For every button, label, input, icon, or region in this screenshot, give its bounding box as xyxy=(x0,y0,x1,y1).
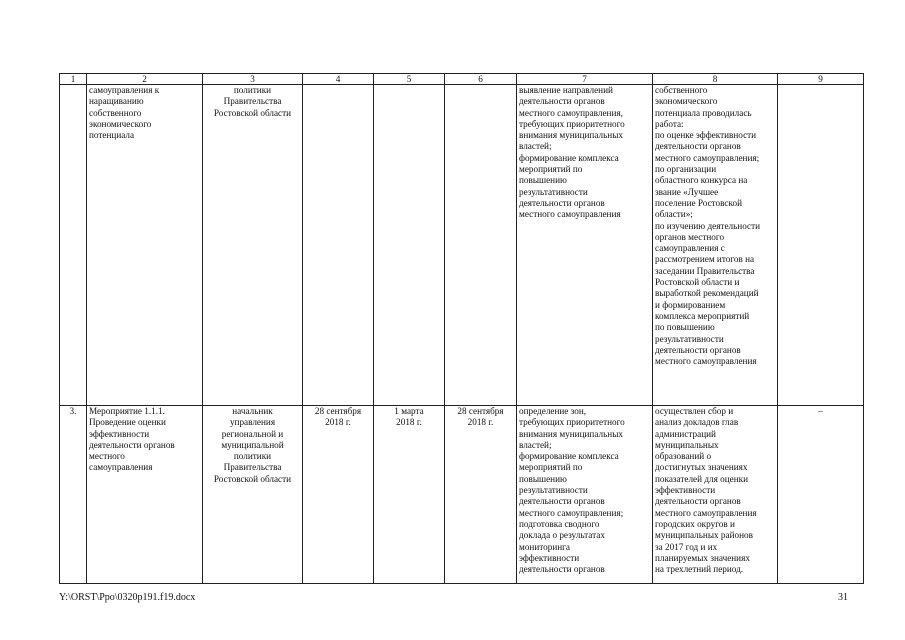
col-header-4: 4 xyxy=(303,74,374,85)
column-number-row xyxy=(60,74,864,85)
table-row xyxy=(60,85,864,406)
expected-result-cell: определение зон, требующих приоритетного внимания муниципальных властей; формирование комплекса мероприятий по повышению результативности деятельности органов местного самоуправления; подготовка сводного доклада о результатах мониторинга эффективности деятельности органов xyxy=(517,406,653,584)
col-header-7: 7 xyxy=(517,74,653,85)
measure-name-cell: самоуправления к наращиванию собственного экономического потенциала xyxy=(87,85,203,406)
responsible-cell: политики Правительства Ростовской области xyxy=(203,85,303,406)
plan-table xyxy=(59,73,864,584)
notes-cell: – xyxy=(778,406,864,584)
row-number-cell xyxy=(60,85,87,406)
col-header-8: 8 xyxy=(653,74,778,85)
date-cell: 28 сентября 2018 г. xyxy=(445,406,517,584)
date-cell: 1 марта 2018 г. xyxy=(374,406,445,584)
date-cell xyxy=(445,85,517,406)
table-row xyxy=(60,406,864,584)
date-cell xyxy=(303,85,374,406)
date-cell xyxy=(374,85,445,406)
col-header-3: 3 xyxy=(203,74,303,85)
actual-result-cell: собственного экономического потенциала проводилась работа: по оценке эффективности деятельности органов местного самоуправления; по организации областного конкурса на звание «Лучшее поселение Ростовской области»; по изучению деятельности органов местного самоуправления с рассмотрением итогов на заседании Правительства Ростовской области и выработкой рекомендаций и формированием комплекса мероприятий по повышению результативности деятельности органов местного самоуправления xyxy=(653,85,778,406)
col-header-1: 1 xyxy=(60,74,87,85)
col-header-5: 5 xyxy=(374,74,445,85)
col-header-6: 6 xyxy=(445,74,517,85)
responsible-cell: начальник управления региональной и муниципальной политики Правительства Ростовской области xyxy=(203,406,303,584)
measure-name-cell: Мероприятие 1.1.1. Проведение оценки эффективности деятельности органов местного самоуправления xyxy=(87,406,203,584)
notes-cell xyxy=(778,85,864,406)
page-number: 31 xyxy=(838,592,848,603)
col-header-9: 9 xyxy=(778,74,864,85)
date-cell: 28 сентября 2018 г. xyxy=(303,406,374,584)
row-number-cell: 3. xyxy=(60,406,87,584)
expected-result-cell: выявление направлений деятельности органов местного самоуправления, требующих приоритетного внимания муниципальных властей; формирование комплекса мероприятий по повышению результативности деятельности органов местного самоуправления xyxy=(517,85,653,406)
col-header-2: 2 xyxy=(87,74,203,85)
file-path: Y:\ORST\Ppo\0320p191.f19.docx xyxy=(59,592,196,603)
actual-result-cell: осуществлен сбор и анализ докладов глав администраций муниципальных образований о достигнутых значениях показателей для оценки эффективности деятельности органов местного самоуправления городских округов и муниципальных районов за 2017 год и их планируемых значениях на трехлетний период. xyxy=(653,406,778,584)
